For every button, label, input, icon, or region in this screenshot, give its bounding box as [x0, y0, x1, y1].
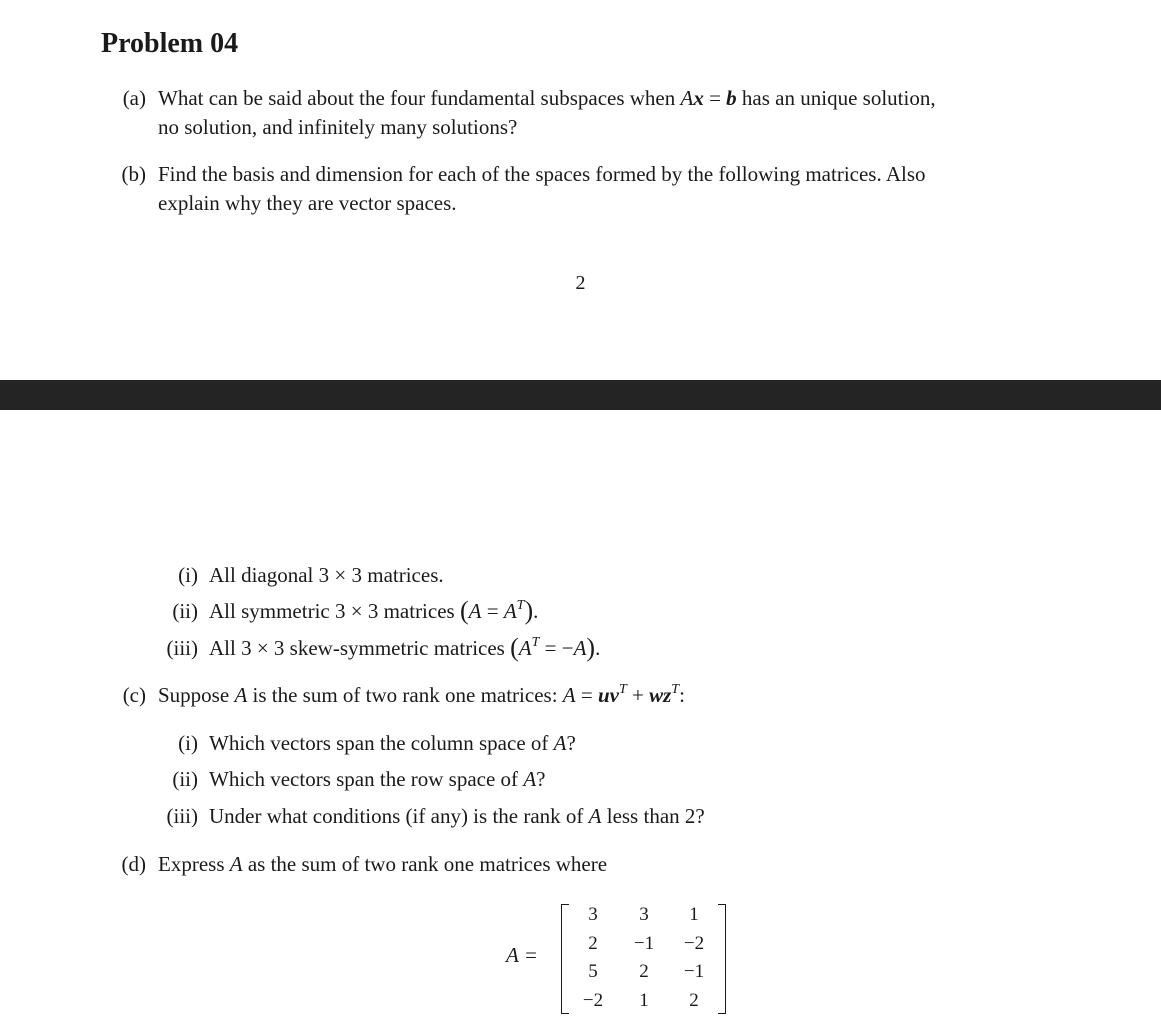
- math-plus: +: [626, 683, 650, 707]
- part-c-sub-iii: [0, 802, 1161, 831]
- part-a-text: What can be said about the four fundamental subspaces when: [158, 86, 681, 110]
- sub-text: [209, 634, 600, 663]
- text: Which vectors span the column space of: [209, 731, 554, 755]
- matrix-cell: 1: [639, 990, 649, 1011]
- part-b-line1: Find the basis and dimension for each of the spaces formed by the following matrices. Also: [158, 162, 926, 186]
- sub-text-end: .: [595, 636, 601, 660]
- part-b: [0, 160, 1161, 220]
- part-a-text-end: has an unique solution,: [736, 86, 936, 110]
- sub-label: (iii): [166, 636, 198, 660]
- part-a-label: (a): [122, 86, 146, 110]
- math-A: A: [229, 852, 243, 876]
- part-d-text: [158, 850, 607, 879]
- matrix-cell: −1: [683, 961, 705, 982]
- sub-text: [209, 597, 538, 626]
- part-b-sub-ii: [0, 597, 1161, 626]
- paren-close: ): [524, 596, 534, 625]
- matrix-label: A =: [506, 943, 538, 967]
- math-A: A: [234, 683, 248, 707]
- matrix-cell: 5: [588, 961, 598, 982]
- part-d: [0, 850, 1161, 879]
- text-end: ?: [566, 731, 576, 755]
- part-b-line2: explain why they are vector spaces.: [158, 191, 457, 215]
- part-d-label: (d): [121, 852, 146, 876]
- part-b-sub-i: [0, 561, 1161, 590]
- math-x: x: [693, 86, 704, 110]
- part-c: [0, 681, 1161, 710]
- text-end: less than 2?: [601, 804, 705, 828]
- text-end: ?: [536, 767, 546, 791]
- part-b-sub-iii: [0, 634, 1161, 663]
- text: as the sum of two rank one matrices where: [242, 852, 608, 876]
- problem-title: Problem 04: [101, 28, 239, 59]
- matrix-cell: −2: [582, 990, 604, 1011]
- math-A: A: [588, 804, 602, 828]
- sub-label: (iii): [166, 804, 198, 828]
- matrix-cell: −2: [683, 933, 705, 954]
- math-A: A: [553, 731, 567, 755]
- math-equals: =: [575, 683, 598, 707]
- matrix-cell: 2: [639, 961, 649, 982]
- sub-label: (i): [178, 563, 198, 587]
- part-c-sub-i: [0, 729, 1161, 758]
- math-A: A: [680, 86, 694, 110]
- part-c-text: [158, 681, 685, 710]
- text: Which vectors span the row space of: [209, 767, 524, 791]
- part-a: [0, 84, 1161, 144]
- math-A: A: [503, 599, 517, 623]
- part-c-sub-ii: [0, 765, 1161, 794]
- math-b: b: [726, 86, 737, 110]
- paren-close: ): [586, 633, 596, 662]
- sub-text: All diagonal 3 × 3 matrices.: [209, 563, 444, 587]
- sub-text: [209, 729, 576, 758]
- math-A: A: [562, 683, 576, 707]
- math-A: A: [468, 599, 482, 623]
- part-a-line2: no solution, and infinitely many solutions?: [158, 115, 518, 139]
- math-A: A: [573, 636, 587, 660]
- sub-text: [209, 802, 705, 831]
- sub-text-pre: All 3 × 3 skew-symmetric matrices: [209, 636, 511, 660]
- paren-open: (: [459, 596, 469, 625]
- text: Suppose: [158, 683, 235, 707]
- sub-text-pre: All symmetric 3 × 3 matrices: [209, 599, 460, 623]
- part-c-label: (c): [122, 683, 146, 707]
- text: is the sum of two rank one matrices:: [247, 683, 563, 707]
- page-number: 2: [575, 272, 586, 294]
- math-transpose: T: [516, 598, 525, 613]
- math-wz: wz: [649, 683, 672, 707]
- math-uv: uv: [597, 683, 619, 707]
- math-A: A: [518, 636, 532, 660]
- part-b-label: (b): [121, 162, 146, 186]
- sub-label: (ii): [172, 599, 198, 623]
- math-transpose: T: [671, 682, 680, 697]
- colon: :: [679, 683, 685, 707]
- matrix-cell: 2: [689, 990, 699, 1011]
- matrix-cell: 2: [588, 933, 598, 954]
- matrix-right-bracket: [718, 904, 726, 1014]
- part-a-line1: [158, 84, 936, 113]
- math-transpose: T: [531, 635, 540, 650]
- matrix-cell: 1: [689, 904, 699, 925]
- math-equals: =: [481, 599, 504, 623]
- math-transpose: T: [618, 682, 627, 697]
- math-equals-neg: = −: [539, 636, 574, 660]
- matrix-cell: 3: [639, 904, 649, 925]
- sub-label: (ii): [172, 767, 198, 791]
- matrix-cell: −1: [633, 933, 655, 954]
- sub-label: (i): [178, 731, 198, 755]
- text: Under what conditions (if any) is the rank of: [209, 804, 589, 828]
- sub-text: [209, 765, 545, 794]
- sub-text-end: .: [533, 599, 539, 623]
- text: Express: [158, 852, 230, 876]
- matrix-cell: 3: [588, 904, 598, 925]
- paren-open: (: [510, 633, 519, 662]
- matrix-left-bracket: [561, 904, 569, 1014]
- math-A: A: [523, 767, 537, 791]
- math-equals: =: [703, 86, 727, 110]
- page-break-bar: [0, 380, 1161, 410]
